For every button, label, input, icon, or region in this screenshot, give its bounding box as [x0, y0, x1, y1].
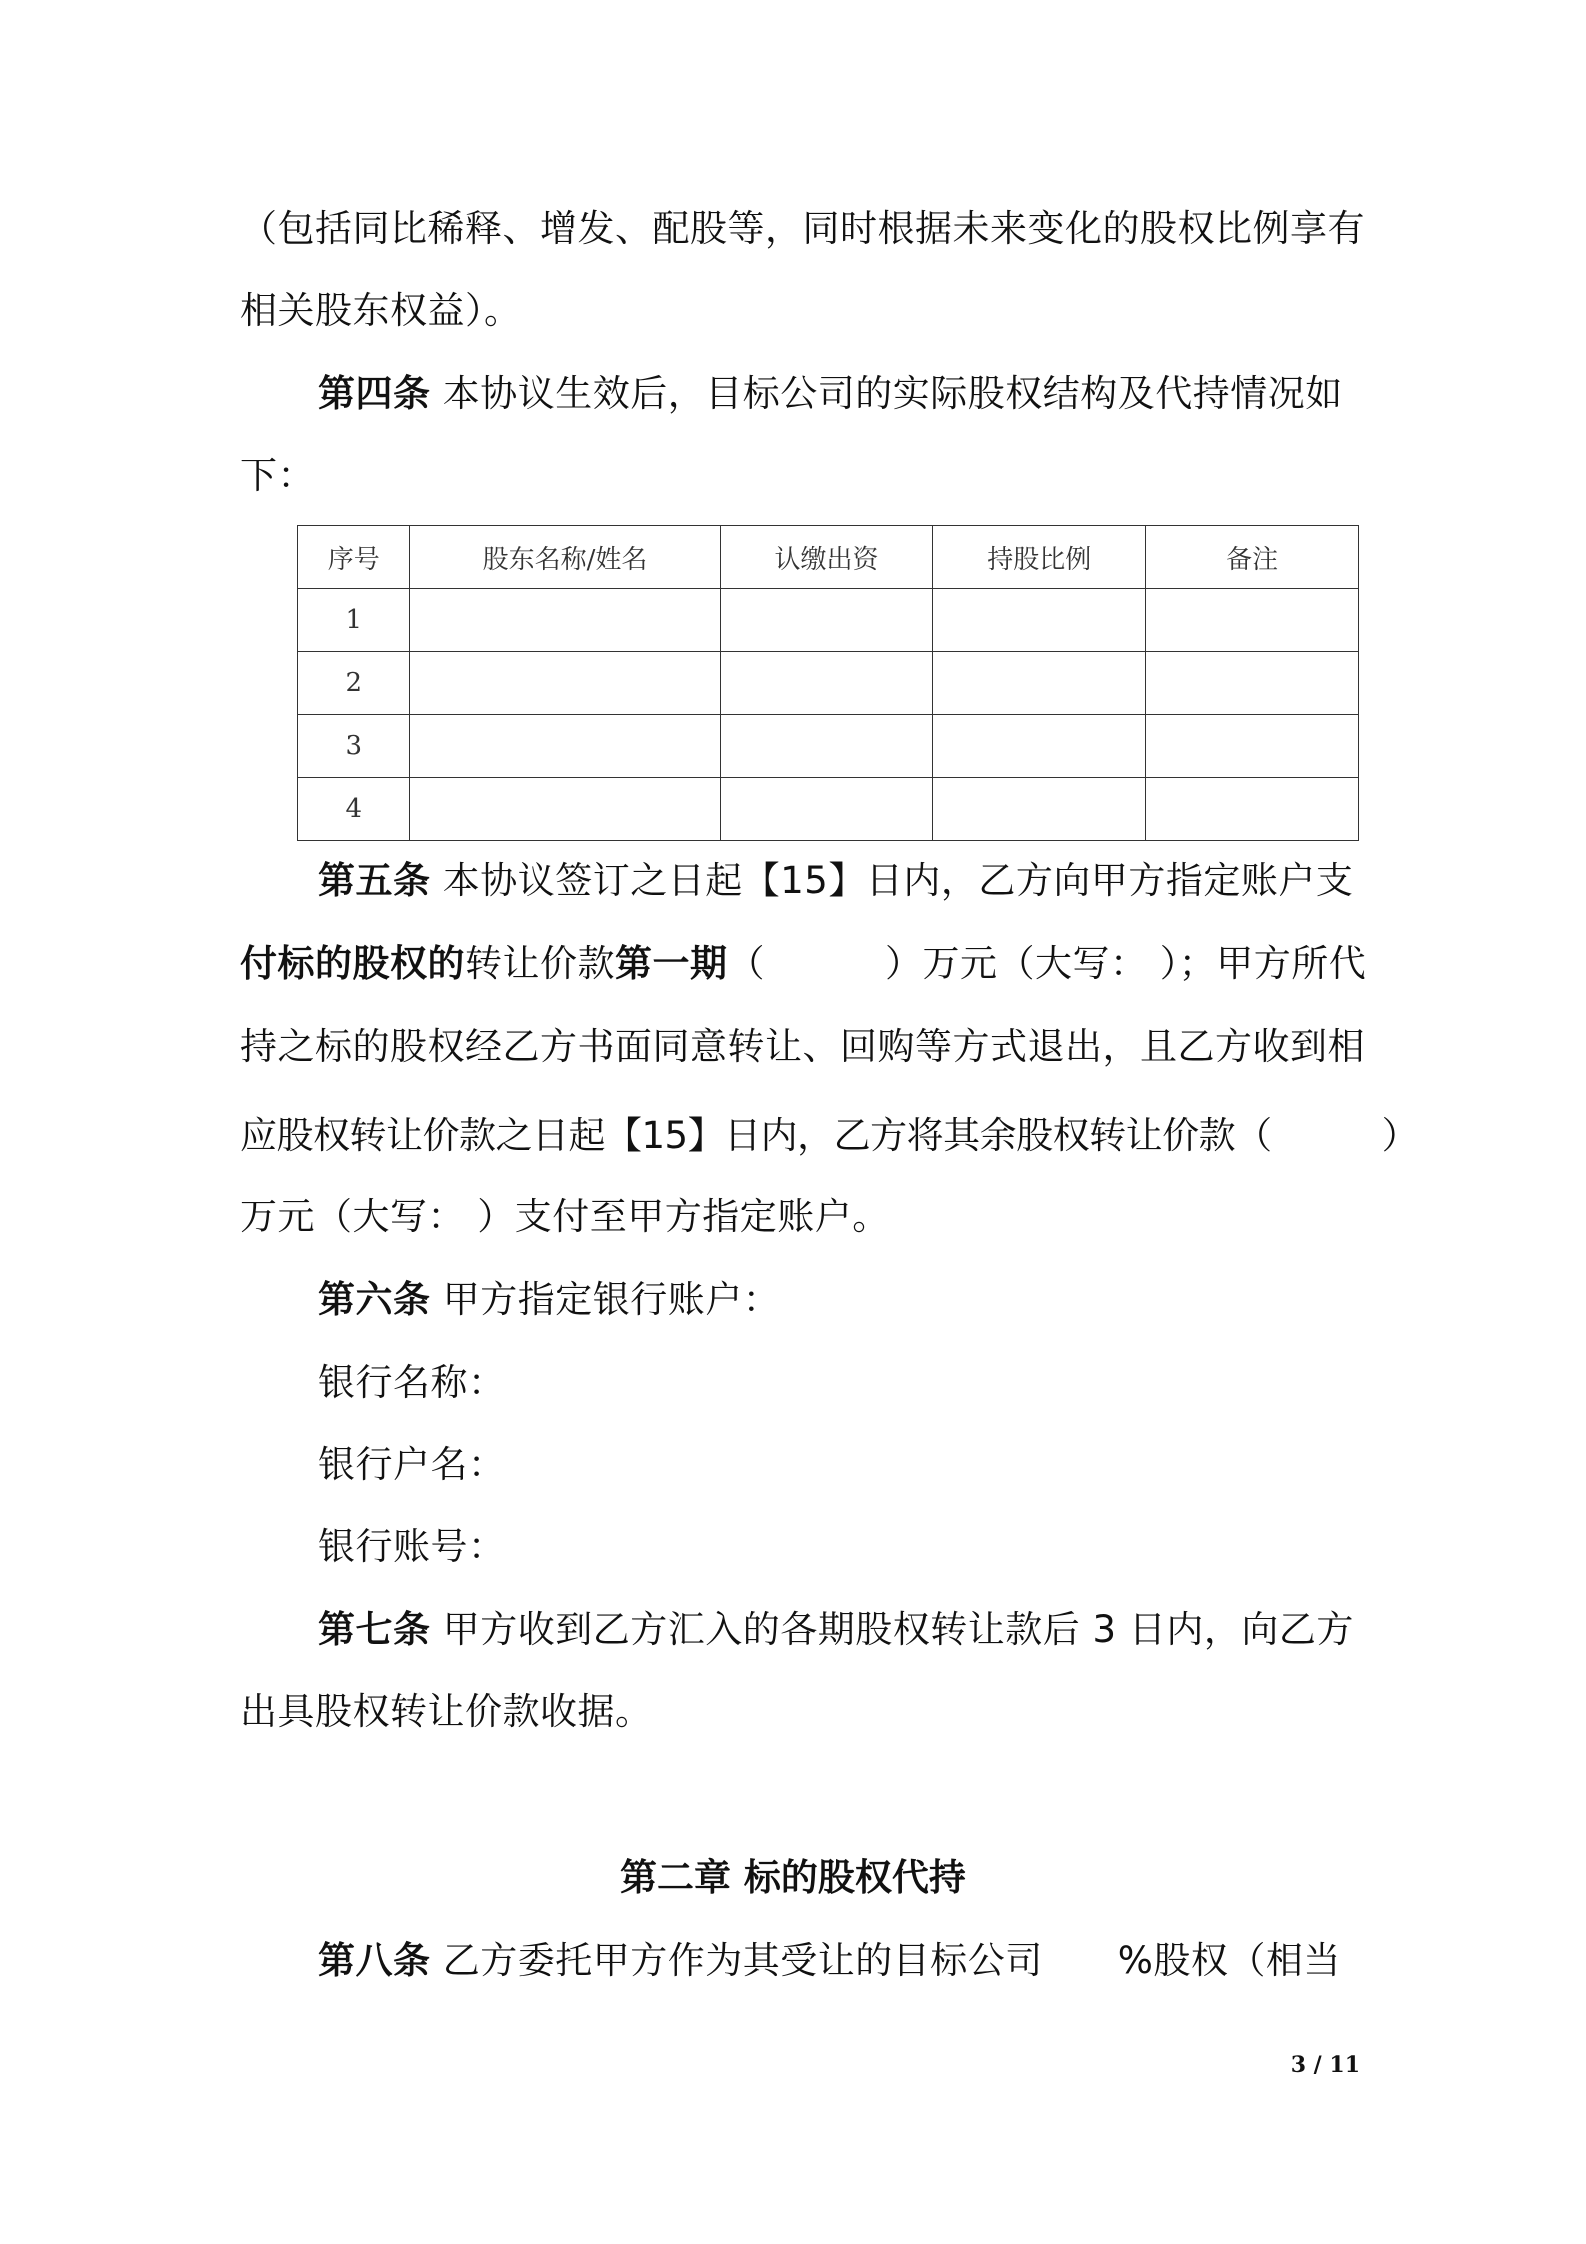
- cell-ratio: [933, 589, 1146, 652]
- cell-name: [410, 652, 720, 715]
- article-5-text: （: [727, 942, 765, 985]
- article-5-line-5: 万元（大写： ）支付至甲方指定账户。: [240, 1195, 890, 1238]
- cell-name: [410, 589, 720, 652]
- shareholding-table: [297, 525, 1359, 841]
- article-7-text: 甲方收到乙方汇入的各期股权转让款后 3 日内，向乙方: [442, 1608, 1354, 1651]
- table-row: [298, 778, 1359, 841]
- chapter-title: 第二章 标的股权代持: [620, 1856, 966, 1899]
- header-note: 备注: [1146, 526, 1359, 589]
- article-5-text: ）万元（大写： ）；甲方所代: [885, 942, 1367, 985]
- article-8-text: %股权（相当: [1117, 1939, 1341, 1982]
- article-7-line-2: 出具股权转让价款收据。: [240, 1690, 653, 1733]
- article-5-text: 转让价款: [465, 942, 615, 985]
- article-5-text: ）: [1381, 1114, 1419, 1157]
- article-5-text: 应股权转让价款之日起【15】日内，乙方将其余股权转让价款（: [240, 1114, 1272, 1157]
- cell-seq: 4: [298, 778, 410, 841]
- article-4-label: 第四条: [318, 372, 431, 415]
- paragraph-line: 相关股东权益）。: [240, 289, 522, 332]
- cell-ratio: [933, 778, 1146, 841]
- article-5-line-4: [240, 1112, 1418, 1160]
- cell-capital: [720, 778, 933, 841]
- header-name: 股东名称/姓名: [410, 526, 720, 589]
- article-6-text: 甲方指定银行账户：: [442, 1278, 781, 1321]
- cell-capital: [720, 589, 933, 652]
- cell-seq: 2: [298, 652, 410, 715]
- cell-note: [1146, 778, 1359, 841]
- cell-ratio: [933, 652, 1146, 715]
- paragraph-line: （包括同比稀释、增发、配股等，同时根据未来变化的股权比例享有: [240, 207, 1365, 250]
- article-7-label: 第七条: [318, 1608, 431, 1651]
- bank-account-name-label: 银行户名：: [318, 1443, 506, 1486]
- header-seq: 序号: [298, 526, 410, 589]
- article-4-text: 本协议生效后，目标公司的实际股权结构及代持情况如: [442, 372, 1343, 415]
- cell-ratio: [933, 715, 1146, 778]
- cell-name: [410, 778, 720, 841]
- article-5-label: 第五条: [318, 859, 431, 902]
- article-4-line-1: [318, 370, 1343, 418]
- cell-seq: 3: [298, 715, 410, 778]
- bank-name-label: 银行名称：: [318, 1361, 506, 1404]
- table-row: [298, 652, 1359, 715]
- cell-note: [1146, 652, 1359, 715]
- bank-account-number-label: 银行账号：: [318, 1525, 506, 1568]
- cell-note: [1146, 715, 1359, 778]
- cell-capital: [720, 652, 933, 715]
- article-6-label: 第六条: [318, 1278, 431, 1321]
- article-5-line-2: [240, 940, 1366, 988]
- article-5-text: 本协议签订之日起【15】日内，乙方向甲方指定账户支: [442, 859, 1354, 902]
- article-7-line-1: [318, 1606, 1354, 1654]
- cell-seq: 1: [298, 589, 410, 652]
- article-4-line-2: 下：: [240, 454, 315, 497]
- article-5-emphasis: 付标的股权的: [240, 942, 465, 985]
- article-8-text: 乙方委托甲方作为其受让的目标公司: [442, 1939, 1043, 1982]
- table-row: [298, 589, 1359, 652]
- cell-name: [410, 715, 720, 778]
- article-6-line-1: [318, 1276, 780, 1324]
- article-5-line-1: [318, 857, 1353, 905]
- header-ratio: 持股比例: [933, 526, 1146, 589]
- header-capital: 认缴出资: [720, 526, 933, 589]
- article-8-line-1: [318, 1937, 1341, 1985]
- table-header-row: [298, 526, 1359, 589]
- cell-capital: [720, 715, 933, 778]
- article-8-label: 第八条: [318, 1939, 431, 1982]
- cell-note: [1146, 589, 1359, 652]
- article-5-line-3: 持之标的股权经乙方书面同意转让、回购等方式退出，且乙方收到相: [240, 1025, 1365, 1068]
- table-row: [298, 715, 1359, 778]
- page-number: 3 / 11: [1290, 2052, 1360, 2078]
- article-5-emphasis: 第一期: [615, 942, 728, 985]
